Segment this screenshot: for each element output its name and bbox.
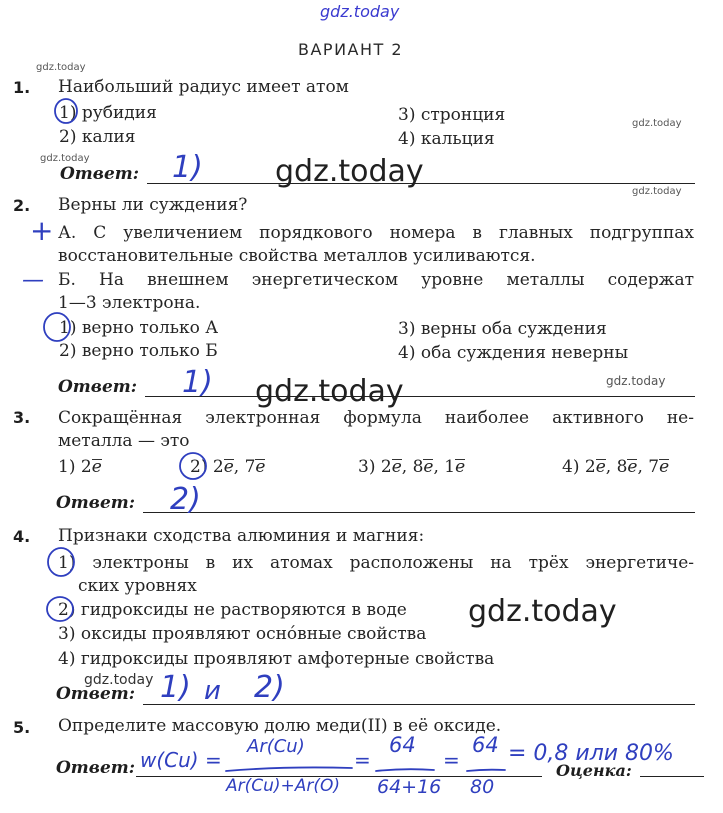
question-text: металла — это: [58, 431, 190, 451]
option: 3) верны оба суждения: [398, 319, 607, 339]
answer-label: Ответ:: [56, 493, 136, 513]
question-text: Наибольший радиус имеет атом: [58, 77, 349, 97]
statement-a: восстановительные свойства металлов усиливаются.: [58, 246, 536, 266]
question-number: 1.: [13, 78, 31, 97]
formula-numerator: 64: [389, 733, 416, 757]
formula-denominator: 64+16: [377, 776, 442, 798]
fraction-bar: [376, 769, 434, 771]
question-number: 5.: [13, 718, 31, 737]
option: 2) калия: [59, 127, 136, 147]
big-watermark: gdz.today: [468, 594, 617, 629]
fraction-bar: [467, 770, 505, 771]
small-watermark: gdz.today: [632, 186, 682, 197]
statement-b: Б. На внешнем энергетическом уровне металлы содержат: [58, 270, 694, 290]
formula-numerator: Ar(Cu): [247, 736, 305, 757]
formula-equals: =: [443, 748, 460, 772]
grade-label: Оценка:: [556, 761, 632, 780]
big-watermark: gdz.today: [255, 374, 404, 409]
small-watermark: gdz.today: [36, 62, 86, 73]
small-watermark: gdz.today: [40, 153, 90, 164]
option: 4) кальция: [398, 129, 495, 149]
option-3-3: 3) 2e, 8e, 1e: [358, 457, 466, 477]
option-3-2: 2) 2e, 7e: [190, 457, 266, 477]
formula-equals: =: [354, 748, 371, 772]
option: 4) гидроксиды проявляют амфотерные свойства: [58, 649, 495, 669]
option: 3) стронция: [398, 105, 506, 125]
answer-label: Ответ:: [60, 164, 140, 184]
question-number: 4.: [13, 527, 31, 546]
formula-result: = 0,8 или 80%: [508, 741, 674, 766]
handwritten-answer: 1): [160, 670, 191, 705]
option-circle: [180, 453, 206, 479]
option: 3) оксиды проявляют оснóвные свойства: [58, 624, 427, 644]
small-watermark: gdz.today: [84, 672, 154, 688]
question-text: Признаки сходства алюминия и магния:: [58, 526, 425, 546]
question-text: Сокращённая электронная формула наиболее активного не-: [58, 408, 694, 428]
option: ских уровнях: [78, 576, 197, 596]
option: 4) оба суждения неверны: [398, 343, 629, 363]
handwritten-answer: и: [204, 676, 221, 706]
handwritten-answer: 1): [172, 150, 203, 185]
variant-title: ВАРИАНТ 2: [298, 40, 404, 59]
handwritten-mark: +: [30, 214, 54, 247]
option-circle: [44, 313, 70, 341]
option: 1) рубидия: [59, 103, 157, 123]
option-3-1: 1) 2e: [58, 457, 102, 477]
statement-a: А. С увеличением порядкового номера в главных подгруппах: [58, 223, 694, 243]
handwritten-mark: —: [22, 268, 44, 293]
handwritten-answer: 1): [182, 365, 213, 400]
option: 1) верно только А: [59, 318, 219, 338]
option-circle: [47, 597, 73, 621]
handwritten-answer: 2): [254, 670, 285, 705]
question-text: Верны ли суждения?: [58, 195, 248, 215]
small-watermark: gdz.today: [632, 118, 682, 129]
question-number: 3.: [13, 408, 31, 427]
handwritten-answer: 2): [170, 482, 201, 517]
option-3-4: 4) 2e, 8e, 7e: [562, 457, 670, 477]
formula-denominator: Ar(Cu)+Ar(O): [226, 776, 341, 796]
option: 2) верно только Б: [59, 341, 218, 361]
answer-label: Ответ:: [58, 377, 138, 397]
option: 1) электроны в их атомах расположены на трёх энергетиче-: [58, 553, 694, 573]
statement-b: 1—3 электрона.: [58, 293, 201, 313]
question-number: 2.: [13, 196, 31, 215]
answer-label: Ответ:: [56, 758, 136, 778]
fraction-bar: [226, 767, 352, 771]
option-circle: [48, 548, 74, 576]
answer-label: Ответ:: [56, 684, 136, 704]
top-watermark: gdz.today: [320, 2, 400, 21]
formula-denominator: 80: [470, 776, 495, 798]
small-watermark: gdz.today: [606, 374, 666, 388]
question-text: Определите массовую долю меди(II) в её оксиде.: [58, 716, 502, 736]
option: 2) гидроксиды не растворяются в воде: [58, 600, 407, 620]
big-watermark: gdz.today: [275, 154, 424, 189]
formula-lhs: w(Cu) =: [140, 748, 222, 772]
formula-numerator: 64: [472, 733, 499, 757]
option-circle: [55, 99, 77, 123]
